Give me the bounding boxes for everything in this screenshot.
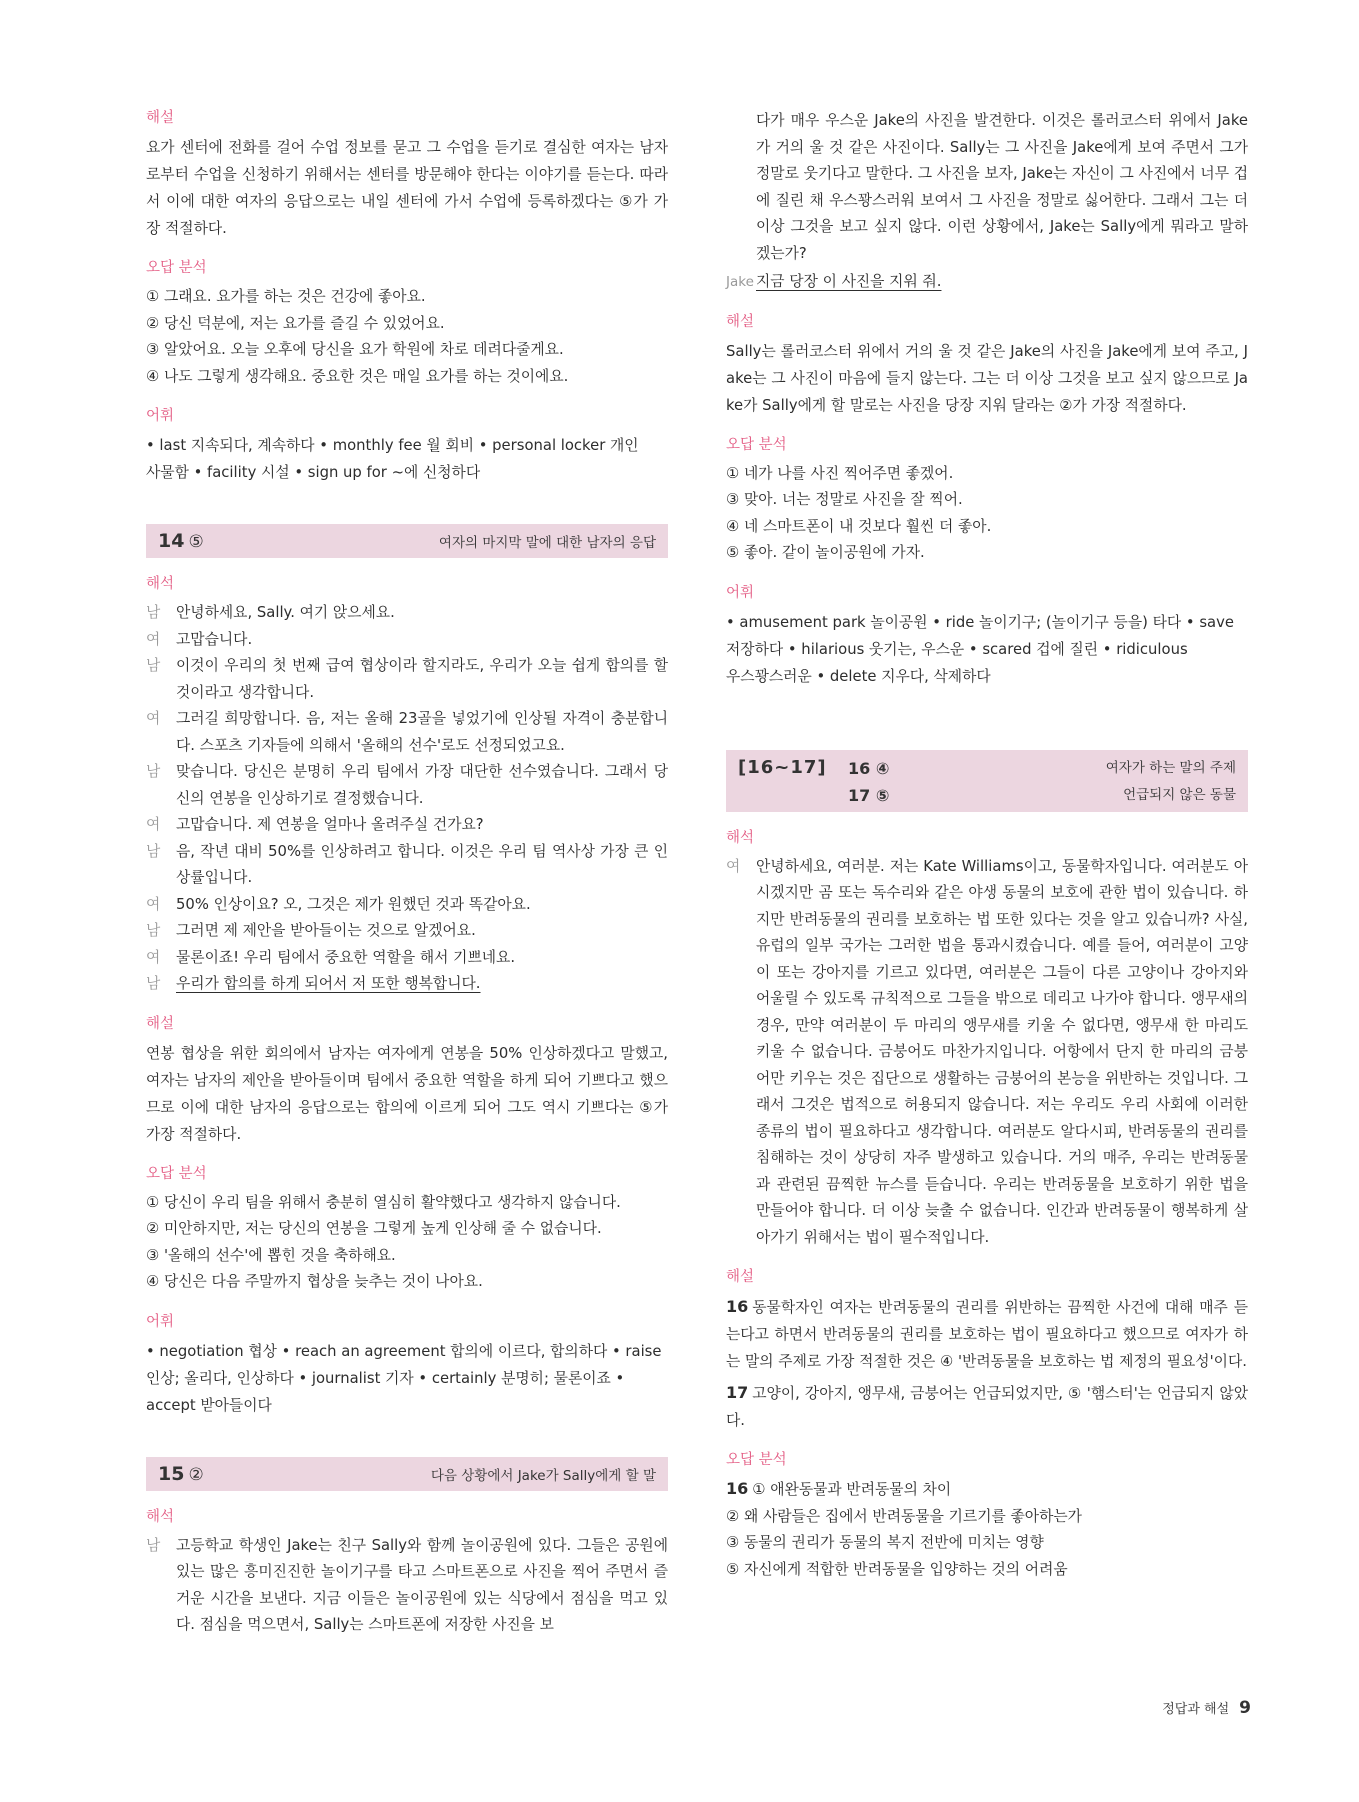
section-label: 오답 분석 [726, 1452, 787, 1468]
dialogue-line: 남 음, 작년 대비 50%를 인상하려고 합니다. 이것은 우리 팀 역사상 가장 큰 인상률입니다. [146, 842, 668, 886]
section-label: 해설 [146, 1015, 175, 1032]
question-header-16-17 [726, 750, 1248, 812]
question-topic: 여자가 하는 말의 주제 [1105, 759, 1236, 776]
vocabulary-text: • negotiation 협상 • reach an agreement 합의에 이르다, 합의하다 • raise 인상; 올리다, 인상하다 • journalist 기자 • certainly 분명히; 물론이죠 • accept 받아들이다 [146, 1342, 662, 1414]
dialogue-line: 남 그러면 제 제안을 받아들이는 것으로 알겠어요. [146, 922, 476, 939]
dialogue-line: 남 맞습니다. 당신은 분명히 우리 팀에서 가장 대단한 선수였습니다. 그래서 당신의 연봉을 인상하기로 결정했습니다. [146, 763, 668, 807]
wrong-answer-item: ⑤ 좋아. 같이 놀이공원에 가자. [726, 544, 925, 561]
wrong-answer-item: ③ 알았어요. 오늘 오후에 당신을 요가 학원에 차로 데려다줄게요. [146, 341, 564, 358]
section-label: 해설 [146, 110, 175, 126]
dialogue [146, 600, 668, 998]
explanation-text: 요가 센터에 전화를 걸어 수업 정보를 묻고 그 수업을 듣기로 결심한 여자는 남자로부터 수업을 신청하기 위해서는 센터를 방문해야 한다는 이야기를 듣는다. 따라서 이에 대한 여자의 응답으로는 내일 센터에 가서 수업에 등록하겠다는 ⑤가 가장 적절하다. [146, 139, 668, 237]
question-number: 14 ⑤ [158, 530, 204, 552]
wrong-answer-item: ④ 당신은 다음 주말까지 협상을 늦추는 것이 나아요. [146, 1273, 483, 1290]
section-label: 해석 [146, 576, 175, 592]
dialogue-line: 여 고맙습니다. [146, 630, 253, 648]
section-label: 해설 [726, 1269, 755, 1285]
dialogue-line: 여 물론이죠! 우리 팀에서 중요한 역할을 해서 기쁘네요. [146, 948, 516, 966]
explanation-text-17: 17 고양이, 강아지, 앵무새, 금붕어는 언급되었지만, ⑤ '햄스터'는 언급되지 않았다. [726, 1383, 1248, 1429]
wrong-answer-item: ③ 맞아. 너는 정말로 사진을 잘 찍어. [726, 491, 963, 508]
wrong-answer-item: ④ 나도 그렇게 생각해요. 중요한 것은 매일 요가를 하는 것이에요. [146, 367, 569, 385]
explanation-text-16: 16 동물학자인 여자는 반려동물의 권리를 위반하는 끔찍한 사건에 대해 매주 듣는다고 하면서 반려동물의 권리를 보호하는 법이 필요하다고 했으므로 여자가 하는 말의 주제로 가장 적절한 것은 ④ '반려동물을 보호하는 법 제정의 필요성'이다. [726, 1297, 1248, 1370]
question-topic: 여자의 마지막 말에 대한 남자의 응답 [438, 535, 656, 551]
wrong-answer-item: ③ '올해의 선수'에 뽑힌 것을 축하해요. [146, 1246, 396, 1264]
page-number: 9 [1239, 1698, 1251, 1718]
section-label: 오답 분석 [146, 260, 207, 276]
dialogue-line-answer: 남 우리가 합의를 하게 되어서 저 또한 행복합니다. [146, 975, 481, 992]
answer-mark: ⑤ [188, 532, 204, 552]
explanation-text: 연봉 협상을 위한 회의에서 남자는 여자에게 연봉을 50% 인상하겠다고 말했고, 여자는 남자의 제안을 받아들이며 팀에서 중요한 역할을 하게 되어 기쁘다고 했으므로 이에 대한 남자의 응답으로는 합의에 이르게 되어 그도 역시 기쁘다는 ⑤가 가장 적절하다. [146, 1044, 668, 1143]
section-label: 해설 [726, 313, 755, 330]
question-range: [16~17] [738, 756, 827, 778]
answer-mark: ② [188, 1464, 204, 1485]
section-label: 해석 [146, 1508, 175, 1525]
left-column [146, 108, 668, 1639]
section-label: 해석 [726, 829, 755, 846]
page-footer [1162, 1698, 1251, 1718]
answer-line: Jake 지금 당장 이 사진을 지워 줘. [726, 273, 942, 290]
section-label: 어휘 [146, 1313, 175, 1330]
wrong-answer-item: ① 네가 나를 사진 찍어주면 좋겠어. [726, 464, 954, 482]
question-header-15 [146, 1457, 668, 1491]
footer-title: 정답과 해설 [1162, 1702, 1230, 1717]
wrong-answer-item: ⑤ 자신에게 적합한 반려동물을 입양하는 것의 어려움 [726, 1560, 1068, 1578]
section-label: 어휘 [146, 408, 175, 424]
wrong-answer-item: ① 당신이 우리 팀을 위해서 충분히 열심히 활약했다고 생각하지 않습니다. [146, 1193, 621, 1211]
situation-text-continued: 다가 매우 우스운 Jake의 사진을 발견한다. 이것은 롤러코스터 위에서 Jake가 거의 울 것 같은 사진이다. Sally는 그 사진을 Jake에게 보여 주면서 그가 정말로 웃기다고 말한다. 그 사진을 보자, Jake는 자신이 그 사진에서 너무 겁에 질린 채 우스꽝스러워 보여서 그 사진을 정말로 싫어한다. 그래서 그는 더 이상 그것을 보고 싶지 않다. 이런 상황에서, Jake는 Sally에게 뭐라고 말하겠는가? [756, 112, 1248, 262]
section-label: 오답 분석 [146, 1165, 207, 1182]
question-number: 16 ④ [848, 758, 890, 778]
wrong-answer-item: ④ 네 스마트폰이 내 것보다 훨씬 더 좋아. [726, 517, 992, 535]
wrong-answer-item: ② 왜 사람들은 집에서 반려동물을 기르기를 좋아하는가 [726, 1507, 1082, 1525]
question-topic: 다음 상황에서 Jake가 Sally에게 할 말 [430, 1467, 656, 1484]
question-number: 17 ⑤ [848, 785, 890, 805]
question-number: 15 ② [158, 1462, 204, 1485]
wrong-answer-item: ③ 동물의 권리가 동물의 복지 전반에 미치는 영향 [726, 1534, 1044, 1551]
dialogue-line: 여 50% 인상이요? 오, 그것은 제가 원했던 것과 똑같아요. [146, 895, 531, 913]
dialogue-line: 여 그러길 희망합니다. 음, 저는 올해 23골을 넣었기에 인상될 자격이 충분합니다. 스포츠 기자들에 의해서 '올해의 선수'로도 선정되었고요. [146, 710, 668, 754]
vocabulary-text: • amusement park 놀이공원 • ride 놀이기구; (놀이기구 등을) 타다 • save 저장하다 • hilarious 웃기는, 우스운 • scared 겁에 질린 • ridiculous 우스꽝스러운 • delete 지우다, 삭제하다 [726, 613, 1234, 685]
wrong-answer-item: 16 ① 애완동물과 반려동물의 차이 [726, 1479, 952, 1498]
wrong-answer-item: ② 당신 덕분에, 저는 요가를 즐길 수 있었어요. [146, 314, 445, 332]
explanation-text: Sally는 롤러코스터 위에서 거의 울 것 같은 Jake의 사진을 Jake에게 보여 주고, Jake는 그 사진이 마음에 들지 않는다. 그는 더 이상 그것을 보고 싶지 않으므로 Jake가 Sally에게 할 말로는 사진을 당장 지워 달라는 ②가 가장 적절하다. [726, 342, 1248, 414]
wrong-answer-item: ① 그래요. 요가를 하는 것은 건강에 좋아요. [146, 288, 426, 305]
dialogue-line: 남 안녕하세요, Sally. 여기 앉으세요. [146, 604, 395, 621]
section-label: 오답 분석 [726, 436, 787, 453]
vocabulary-text: • last 지속되다, 계속하다 • monthly fee 월 회비 • personal locker 개인 사물함 • facility 시설 • sign up for ∼에 신청하다 [146, 437, 639, 481]
question-topic: 언급되지 않은 동물 [1123, 786, 1236, 803]
question-header-14 [146, 524, 668, 558]
right-column [726, 108, 1248, 1583]
dialogue-line: 여 고맙습니다. 제 연봉을 얼마나 올려주실 건가요? [146, 816, 484, 833]
section-label: 어휘 [726, 584, 755, 601]
situation-text: 남 고등학교 학생인 Jake는 친구 Sally와 함께 놀이공원에 있다. 그들은 공원에 있는 많은 흥미진진한 놀이기구를 타고 스마트폰으로 사진을 찍어 주면서 즐거운 시간을 보낸다. 지금 이들은 놀이공원에 있는 식당에서 점심을 먹고 있다. 점심을 먹으면서, Sally는 스마트폰에 저장한 사진을 보 [146, 1536, 668, 1633]
monologue-text: 여 안녕하세요, 여러분. 저는 Kate Williams이고, 동물학자입니다. 여러분도 아시겠지만 곰 또는 독수리와 같은 야생 동물의 보호에 관한 법이 있습니다. 하지만 반려동물의 권리를 보호하는 법 또한 있다는 것을 알고 있습니까? 사실, 유럽의 일부 국가는 그러한 법을 통과시켰습니다. 예를 들어, 여러분이 고양이 또는 강아지를 기르고 있다면, 여러분은 그들이 다른 고양이나 강아지와 어울릴 수 있도록 규칙적으로 그들을 밖으로 데리고 나가야 합니다. 앵무새의 경우, 만약 여러분이 두 마리의 앵무새를 키울 수 없다면, 앵무새 한 마리도 키울 수 없습니다. 금붕어도 마찬가지입니다. 어항에서 단지 한 마리의 금붕어만 키우는 것은 집단으로 생활하는 금붕어의 본능을 위반하는 것입니다. 그래서 그것은 법적으로 허용되지 않습니다. 저는 우리도 우리 사회에 이러한 종류의 법이 필요하다고 생각합니다. 여러분도 알다시피, 반려동물의 권리를 침해하는 것이 상당히 자주 발생하고 있습니다. 거의 매주, 우리는 반려동물과 관련된 끔찍한 뉴스를 듣습니다. 우리는 반려동물을 보호하기 위한 법을 만들어야 합니다. 더 이상 늦출 수 없습니다. 인간과 반려동물이 행복하게 살아가기 위해서는 법이 필수적입니다. [726, 857, 1248, 1246]
wrong-answer-item: ② 미안하지만, 저는 당신의 연봉을 그렇게 높게 인상해 줄 수 없습니다. [146, 1220, 602, 1237]
dialogue-line: 남 이것이 우리의 첫 번째 급여 협상이라 할지라도, 우리가 오늘 쉽게 합의를 할 것이라고 생각합니다. [146, 657, 668, 701]
